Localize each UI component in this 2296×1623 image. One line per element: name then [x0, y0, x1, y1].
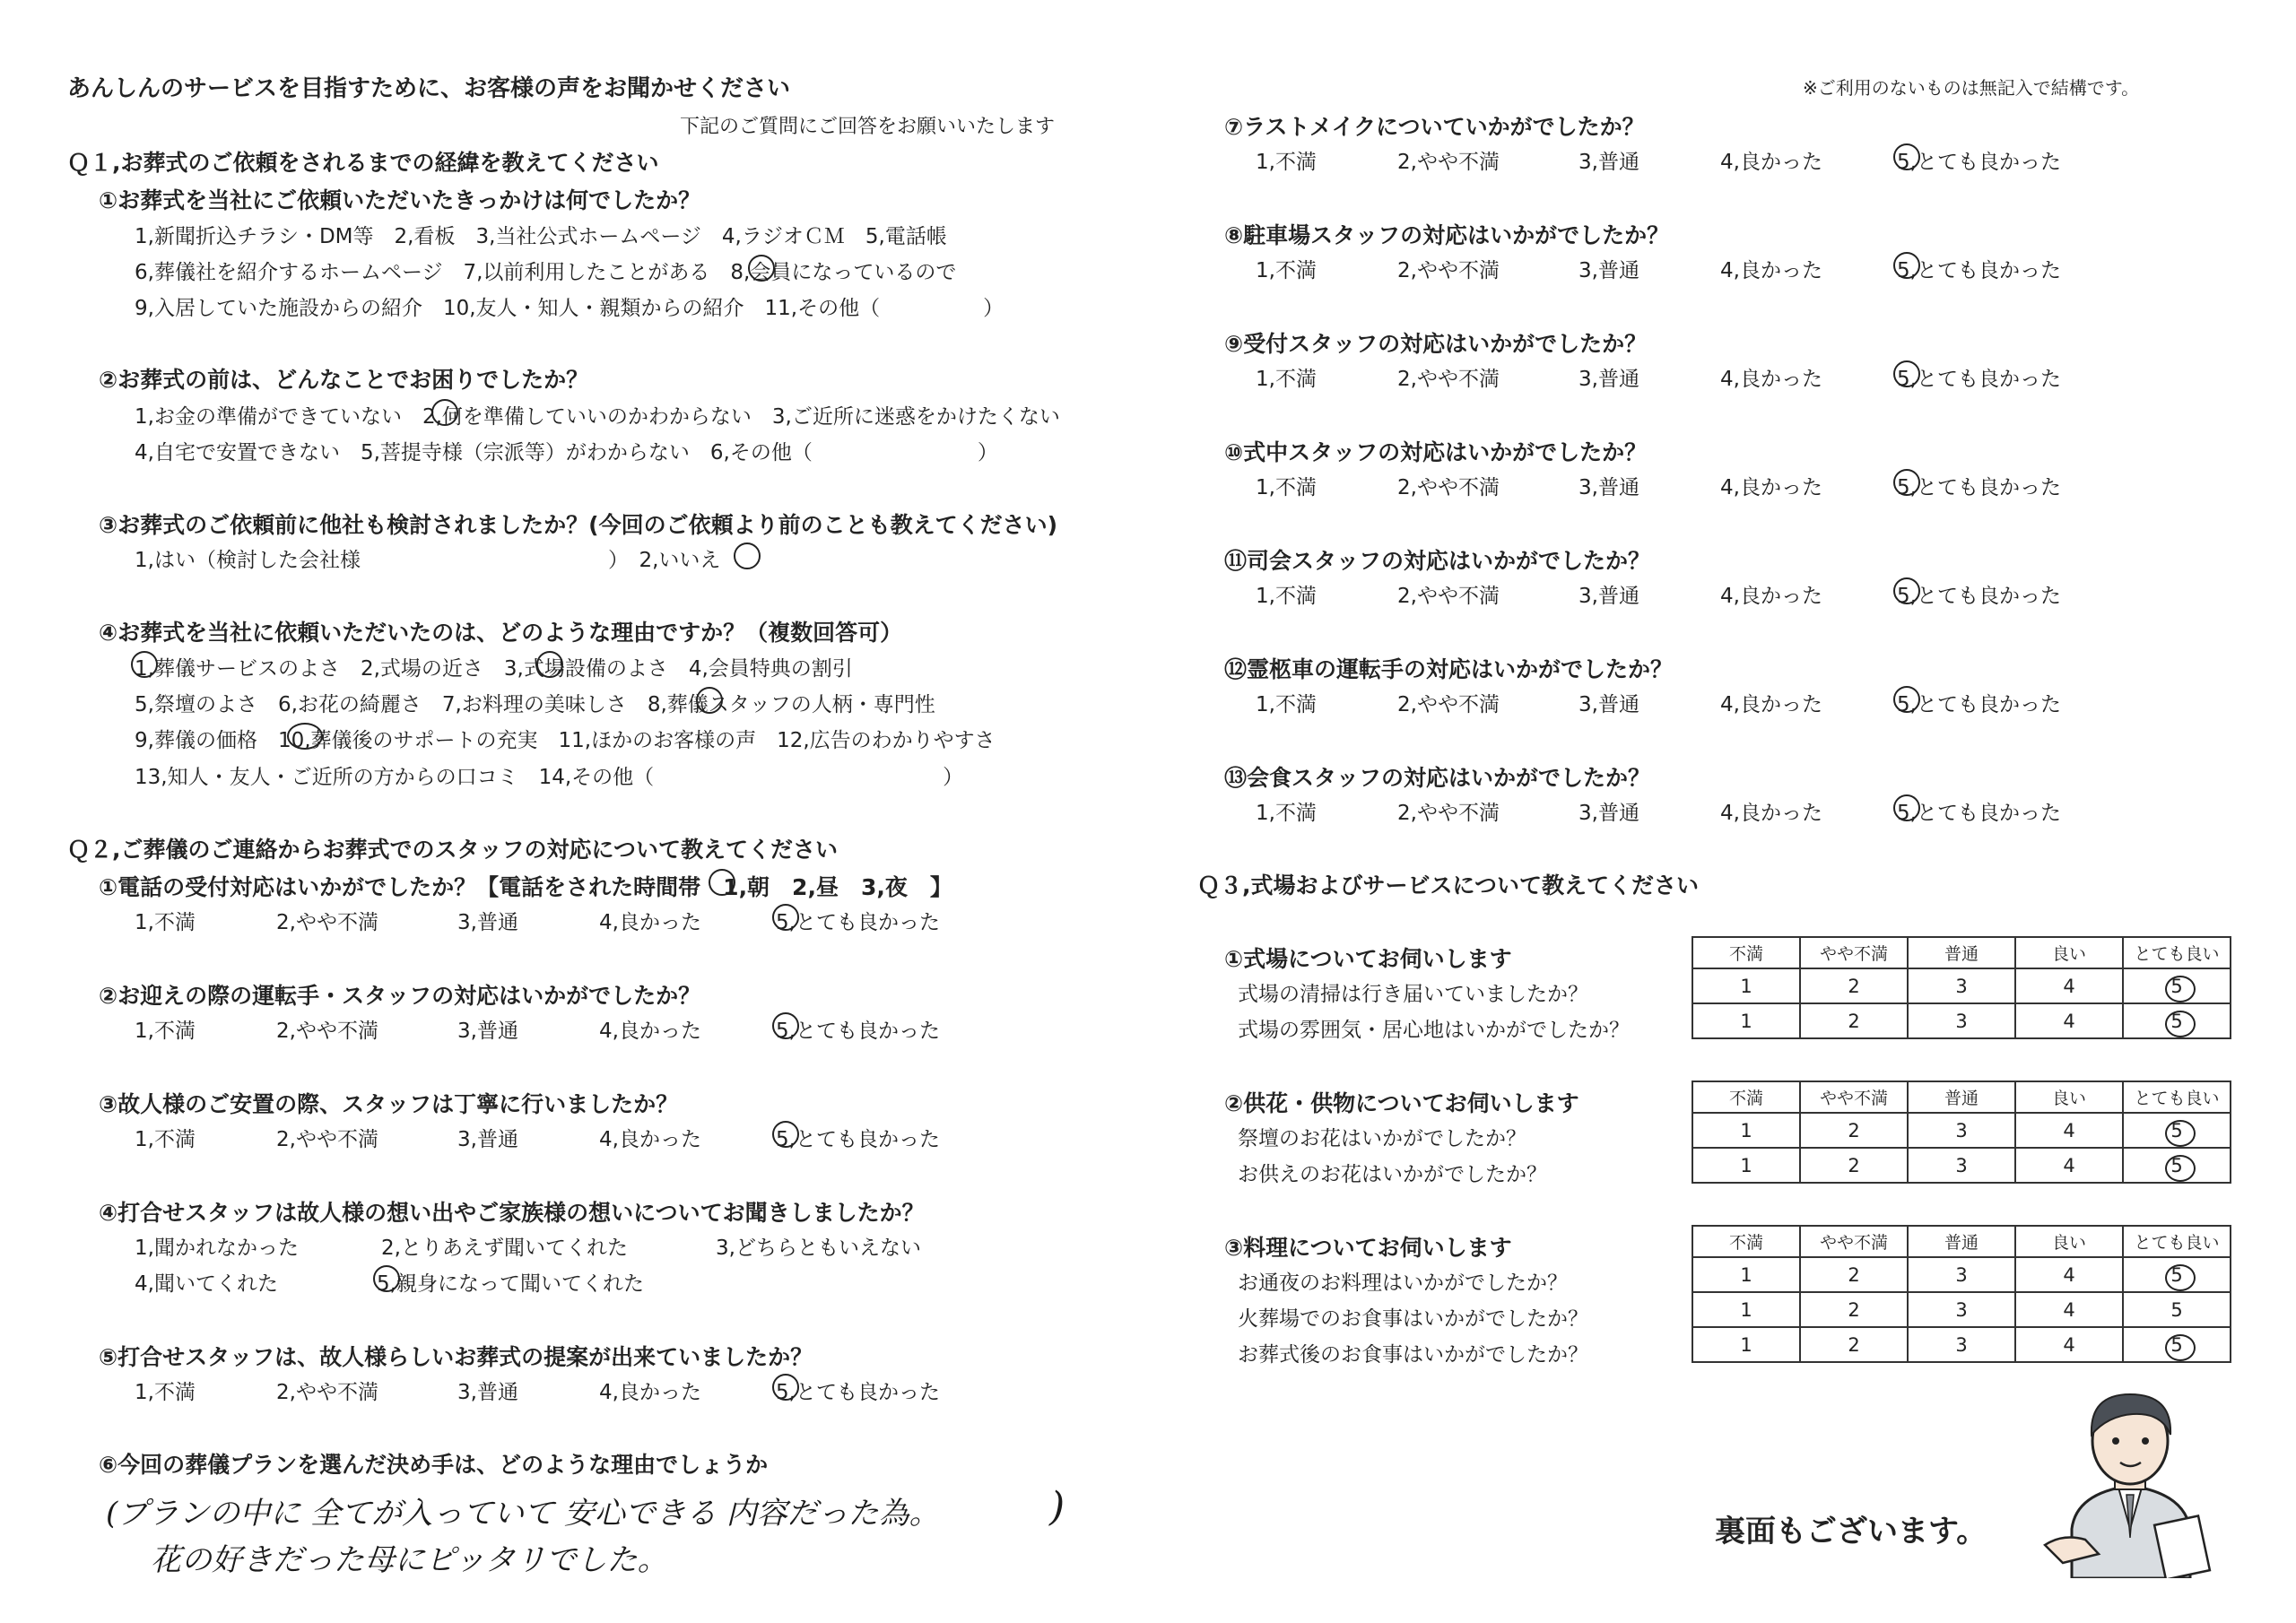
q2-7-o2: 2,やや不満 — [1397, 151, 1500, 174]
answer-mark-circle — [748, 255, 775, 282]
col-header: 不満 — [1692, 937, 1800, 968]
q1-3-line1: 1,はい（検討した会社様 ） 2,いいえ — [135, 549, 721, 572]
q1-4-line3: 9,葬儀の価格 10,葬儀後のサポートの充実 11,ほかのお客様の声 12,広告のわかりやすさ — [135, 729, 996, 752]
q1-2-line1: 1,お金の準備ができていない 2,何を準備していいのかわからない 3,ご近所に迷惑をかけたくない — [135, 405, 1060, 429]
rating-cell: 1 — [1692, 968, 1800, 1003]
q2-3-o4: 4,良かった — [599, 1128, 701, 1151]
q2-10-title: ⑩式中スタッフの対応はいかがでしたか？ — [1224, 439, 1648, 465]
staff-illustration-icon — [2036, 1385, 2224, 1578]
q1-3-title: ③お葬式のご依頼前に他社も検討されましたか？(今回のご依頼より前のことも教えてください) — [99, 512, 1058, 538]
q2-9-title: ⑨受付スタッフの対応はいかがでしたか？ — [1224, 331, 1648, 357]
q2-12-o5: 5,とても良かった — [1897, 693, 2061, 716]
q3-3-r2-label: 火葬場でのお食事はいかがでしたか？ — [1238, 1307, 1588, 1331]
q2-12-o2: 2,やや不満 — [1397, 693, 1500, 716]
survey-note: ※ご利用のないものは無記入で結構です。 — [1803, 77, 2140, 99]
q3-1-r1-label: 式場の清掃は行き届いていましたか？ — [1238, 983, 1588, 1006]
q3-1-r2-label: 式場の雰囲気・居心地はいかがでしたか？ — [1238, 1019, 1630, 1042]
answer-mark-circle — [696, 687, 723, 714]
q1-4-line1: 1,葬儀サービスのよさ 2,式場の近さ 3,式場設備のよさ 4,会員特典の割引 — [135, 657, 853, 681]
q2-8-o1: 1,不満 — [1256, 259, 1317, 282]
q2-11-o3: 3,普通 — [1578, 585, 1639, 608]
q2-8-o2: 2,やや不満 — [1397, 259, 1500, 282]
rating-cell: 4 — [2015, 1292, 2123, 1327]
q2-7-o1: 1,不満 — [1256, 151, 1317, 174]
q2-1-o4: 4,良かった — [599, 911, 701, 934]
q2-13-o3: 3,普通 — [1578, 802, 1639, 825]
q2-11-o5: 5,とても良かった — [1897, 585, 2061, 608]
q2-title: Ｑ２,ご葬儀のご連絡からお葬式でのスタッフの対応について教えてください — [67, 837, 839, 863]
q2-2-o2: 2,やや不満 — [276, 1020, 378, 1043]
q2-2-o4: 4,良かった — [599, 1020, 701, 1043]
q2-2-o3: 3,普通 — [457, 1020, 518, 1043]
q2-3-o1: 1,不満 — [135, 1128, 196, 1151]
q2-12-o1: 1,不満 — [1256, 693, 1317, 716]
col-header: とても良い — [2123, 1081, 2231, 1113]
rating-cell: 4 — [2015, 1257, 2123, 1292]
q2-1-o5: 5,とても良かった — [776, 911, 940, 934]
q2-2-o5: 5,とても良かった — [776, 1020, 940, 1043]
q2-3-title: ③故人様のご安置の際、スタッフは丁寧に行いましたか？ — [99, 1091, 679, 1117]
q3-3-r1-label: お通夜のお料理はいかがでしたか？ — [1238, 1271, 1568, 1295]
q2-13-o1: 1,不満 — [1256, 802, 1317, 825]
col-header: 良い — [2015, 1081, 2123, 1113]
answer-mark-circle — [287, 723, 323, 750]
answer-mark-circle — [1893, 360, 1920, 387]
q2-8-title: ⑧駐車場スタッフの対応はいかがでしたか？ — [1224, 222, 1670, 248]
q2-7-title: ⑦ラストメイクについていかがでしたか？ — [1224, 114, 1645, 140]
col-header: 普通 — [1908, 1081, 2015, 1113]
q2-1-o2: 2,やや不満 — [276, 911, 378, 934]
rating-cell: 5 — [2123, 1327, 2231, 1362]
rating-cell: 4 — [2015, 1148, 2123, 1183]
q2-3-o2: 2,やや不満 — [276, 1128, 378, 1151]
q2-4-o4: 4,聞いてくれた — [135, 1272, 278, 1296]
q2-10-o2: 2,やや不満 — [1397, 476, 1500, 499]
q3-1-title: ①式場についてお伺いします — [1224, 946, 1512, 972]
q2-3-o5: 5,とても良かった — [776, 1128, 940, 1151]
rating-cell: 2 — [1800, 1257, 1908, 1292]
q1-2-line2: 4,自宅で安置できない 5,菩提寺様（宗派等）がわからない 6,その他（ ） — [135, 441, 998, 464]
col-header: 不満 — [1692, 1081, 1800, 1113]
q1-1-line2: 6,葬儀社を紹介するホームページ 7,以前利用したことがある 8,会員になっているので — [135, 261, 957, 284]
rating-table-flowers — [1692, 1081, 2231, 1184]
q3-2-r2-label: お供えのお花はいかがでしたか？ — [1238, 1163, 1547, 1186]
q2-11-o2: 2,やや不満 — [1397, 585, 1500, 608]
q2-8-o5: 5,とても良かった — [1897, 259, 2061, 282]
q2-6-title: ⑥今回の葬儀プランを選んだ決め手は、どのような理由でしょうか — [99, 1452, 769, 1478]
rating-cell: 5 — [2123, 1292, 2231, 1327]
q2-9-o2: 2,やや不満 — [1397, 368, 1500, 391]
answer-mark-circle — [1893, 577, 1920, 604]
q2-6-handwritten-answer-line2: 花の好きだった母にピッタリでした。 — [151, 1542, 668, 1578]
col-header: とても良い — [2123, 937, 2231, 968]
q2-2-title: ②お迎えの際の運転手・スタッフの対応はいかがでしたか？ — [99, 983, 701, 1009]
rating-cell: 2 — [1800, 1113, 1908, 1148]
rating-cell: 1 — [1692, 1148, 1800, 1183]
rating-cell: 5 — [2123, 1113, 2231, 1148]
col-header: やや不満 — [1800, 1081, 1908, 1113]
q2-8-o4: 4,良かった — [1720, 259, 1822, 282]
answer-mark-circle — [373, 1265, 400, 1292]
answer-mark-circle — [1893, 794, 1920, 821]
answer-mark-circle — [536, 651, 563, 678]
rating-cell: 3 — [1908, 1003, 2015, 1038]
q2-7-o4: 4,良かった — [1720, 151, 1822, 174]
q2-5-o4: 4,良かった — [599, 1381, 701, 1404]
q2-9-o4: 4,良かった — [1720, 368, 1822, 391]
rating-cell: 4 — [2015, 1113, 2123, 1148]
q3-3-r3-label: お葬式後のお食事はいかがでしたか？ — [1238, 1343, 1588, 1367]
q2-12-title: ⑫霊柩車の運転手の対応はいかがでしたか？ — [1224, 656, 1674, 682]
rating-cell: 4 — [2015, 1327, 2123, 1362]
answer-mark-circle — [2165, 976, 2196, 1002]
q2-11-o1: 1,不満 — [1256, 585, 1317, 608]
q2-5-o1: 1,不満 — [135, 1381, 196, 1404]
q2-9-o1: 1,不満 — [1256, 368, 1317, 391]
col-header: 普通 — [1908, 1226, 2015, 1257]
q2-10-o4: 4,良かった — [1720, 476, 1822, 499]
survey-subtitle: 下記のご質問にご回答をお願いいたします — [680, 116, 1056, 138]
answer-mark-circle — [1893, 143, 1920, 170]
q3-title: Ｑ３,式場およびサービスについて教えてください — [1197, 872, 1699, 898]
answer-mark-circle — [2165, 1334, 2196, 1361]
q1-title: Ｑ１,お葬式のご依頼をされるまでの経緯を教えてください — [67, 150, 659, 176]
rating-cell: 4 — [2015, 968, 2123, 1003]
rating-cell: 5 — [2123, 1003, 2231, 1038]
q2-4-o2: 2,とりあえず聞いてくれた — [381, 1237, 628, 1260]
rating-cell: 3 — [1908, 968, 2015, 1003]
q2-12-o4: 4,良かった — [1720, 693, 1822, 716]
q2-4-o5: 5,親身になって聞いてくれた — [377, 1272, 644, 1296]
rating-cell: 3 — [1908, 1327, 2015, 1362]
q2-8-o3: 3,普通 — [1578, 259, 1639, 282]
q2-1-o1: 1,不満 — [135, 911, 196, 934]
rating-cell: 1 — [1692, 1113, 1800, 1148]
q1-4-title: ④お葬式を当社に依頼いただいたのは、どのような理由ですか？（複数回答可） — [99, 620, 903, 646]
rating-cell: 1 — [1692, 1257, 1800, 1292]
answer-mark-circle — [772, 1121, 799, 1148]
answer-mark-circle — [2165, 1264, 2196, 1291]
q3-2-r1-label: 祭壇のお花はいかがでしたか？ — [1238, 1127, 1526, 1150]
rating-cell: 3 — [1908, 1113, 2015, 1148]
q2-7-o3: 3,普通 — [1578, 151, 1639, 174]
rating-cell: 5 — [2123, 1148, 2231, 1183]
rating-cell: 5 — [2123, 1257, 2231, 1292]
q1-1-line1: 1,新聞折込チラシ・DM等 2,看板 3,当社公式ホームページ 4,ラジオＣＭ 5,電話帳 — [135, 225, 947, 248]
q2-4-o1: 1,聞かれなかった — [135, 1237, 299, 1260]
q1-1-line3: 9,入居していた施設からの紹介 10,友人・知人・親類からの紹介 11,その他（ ） — [135, 297, 1004, 320]
q2-11-o4: 4,良かった — [1720, 585, 1822, 608]
answer-mark-circle — [431, 399, 458, 426]
answer-mark-circle — [772, 1374, 799, 1401]
col-header: 普通 — [1908, 937, 2015, 968]
back-side-note: 裏面もございます。 — [1715, 1514, 1987, 1549]
rating-cell: 2 — [1800, 1003, 1908, 1038]
rating-cell: 4 — [2015, 1003, 2123, 1038]
survey-title: あんしんのサービスを目指すために、お客様の声をお聞かせください — [67, 75, 791, 102]
q1-4-line2: 5,祭壇のよさ 6,お花の綺麗さ 7,お料理の美味しさ 8,葬儀スタッフの人柄・専門性 — [135, 693, 935, 716]
q2-4-title: ④打合せスタッフは故人様の想い出やご家族様の想いについてお聞きしましたか？ — [99, 1200, 925, 1226]
q3-2-title: ②供花・供物についてお伺いします — [1224, 1090, 1579, 1116]
rating-cell: 3 — [1908, 1148, 2015, 1183]
answer-mark-circle — [734, 542, 761, 569]
q1-1-title: ①お葬式を当社にご依頼いただいたきっかけは何でしたか？ — [99, 187, 701, 213]
col-header: やや不満 — [1800, 1226, 1908, 1257]
rating-cell: 3 — [1908, 1292, 2015, 1327]
answer-mark-circle — [709, 869, 735, 896]
q2-13-o2: 2,やや不満 — [1397, 802, 1500, 825]
rating-cell: 1 — [1692, 1292, 1800, 1327]
q3-3-title: ③料理についてお伺いします — [1224, 1235, 1512, 1261]
rating-cell: 2 — [1800, 1148, 1908, 1183]
col-header: 良い — [2015, 1226, 2123, 1257]
q2-13-o4: 4,良かった — [1720, 802, 1822, 825]
col-header: 不満 — [1692, 1226, 1800, 1257]
col-header: 良い — [2015, 937, 2123, 968]
col-header: やや不満 — [1800, 937, 1908, 968]
q2-13-o5: 5,とても良かった — [1897, 802, 2061, 825]
q2-5-o2: 2,やや不満 — [276, 1381, 378, 1404]
q2-5-title: ⑤打合せスタッフは、故人様らしいお葬式の提案が出来ていましたか？ — [99, 1344, 813, 1370]
rating-cell: 3 — [1908, 1257, 2015, 1292]
q2-10-o3: 3,普通 — [1578, 476, 1639, 499]
answer-mark-circle — [2165, 1011, 2196, 1037]
rating-cell: 2 — [1800, 968, 1908, 1003]
q2-5-o3: 3,普通 — [457, 1381, 518, 1404]
answer-mark-circle — [1893, 686, 1920, 713]
rating-cell: 2 — [1800, 1327, 1908, 1362]
q2-5-o5: 5,とても良かった — [776, 1381, 940, 1404]
answer-mark-circle — [2165, 1120, 2196, 1147]
q2-4-o3: 3,どちらともいえない — [716, 1237, 921, 1260]
q2-1-o3: 3,普通 — [457, 911, 518, 934]
answer-mark-circle — [2165, 1155, 2196, 1182]
q2-12-o3: 3,普通 — [1578, 693, 1639, 716]
answer-mark-circle — [772, 904, 799, 931]
q2-6-handwritten-answer-line1: (プランの中に 全てが入っていて 安心できる 内容だった為。 — [106, 1496, 940, 1532]
rating-cell: 1 — [1692, 1327, 1800, 1362]
rating-cell: 1 — [1692, 1003, 1800, 1038]
q2-9-o5: 5,とても良かった — [1897, 368, 2061, 391]
answer-mark-circle — [1893, 469, 1920, 496]
q2-11-title: ⑪司会スタッフの対応はいかがでしたか？ — [1224, 548, 1651, 574]
q2-10-o5: 5,とても良かった — [1897, 476, 2061, 499]
q2-13-title: ⑬会食スタッフの対応はいかがでしたか？ — [1224, 765, 1651, 791]
answer-mark-circle — [772, 1012, 799, 1039]
q2-9-o3: 3,普通 — [1578, 368, 1639, 391]
q2-7-o5: 5,とても良かった — [1897, 151, 2061, 174]
answer-mark-circle — [131, 651, 158, 678]
rating-cell: 2 — [1800, 1292, 1908, 1327]
rating-table-venue — [1692, 936, 2231, 1039]
rating-cell: 5 — [2123, 968, 2231, 1003]
q2-3-o3: 3,普通 — [457, 1128, 518, 1151]
col-header: とても良い — [2123, 1226, 2231, 1257]
q2-6-close-paren: ) — [1049, 1484, 1065, 1530]
q2-2-o1: 1,不満 — [135, 1020, 196, 1043]
q1-4-line4: 13,知人・友人・ご近所の方からの口コミ 14,その他（ ） — [135, 766, 964, 789]
q2-1-title: ①電話の受付対応はいかがでしたか？【電話をされた時間帯 1,朝 2,昼 3,夜 】 — [99, 874, 952, 900]
q1-2-title: ②お葬式の前は、どんなことでお困りでしたか？ — [99, 367, 589, 393]
q2-10-o1: 1,不満 — [1256, 476, 1317, 499]
rating-table-meals — [1692, 1225, 2231, 1363]
answer-mark-circle — [1893, 252, 1920, 279]
